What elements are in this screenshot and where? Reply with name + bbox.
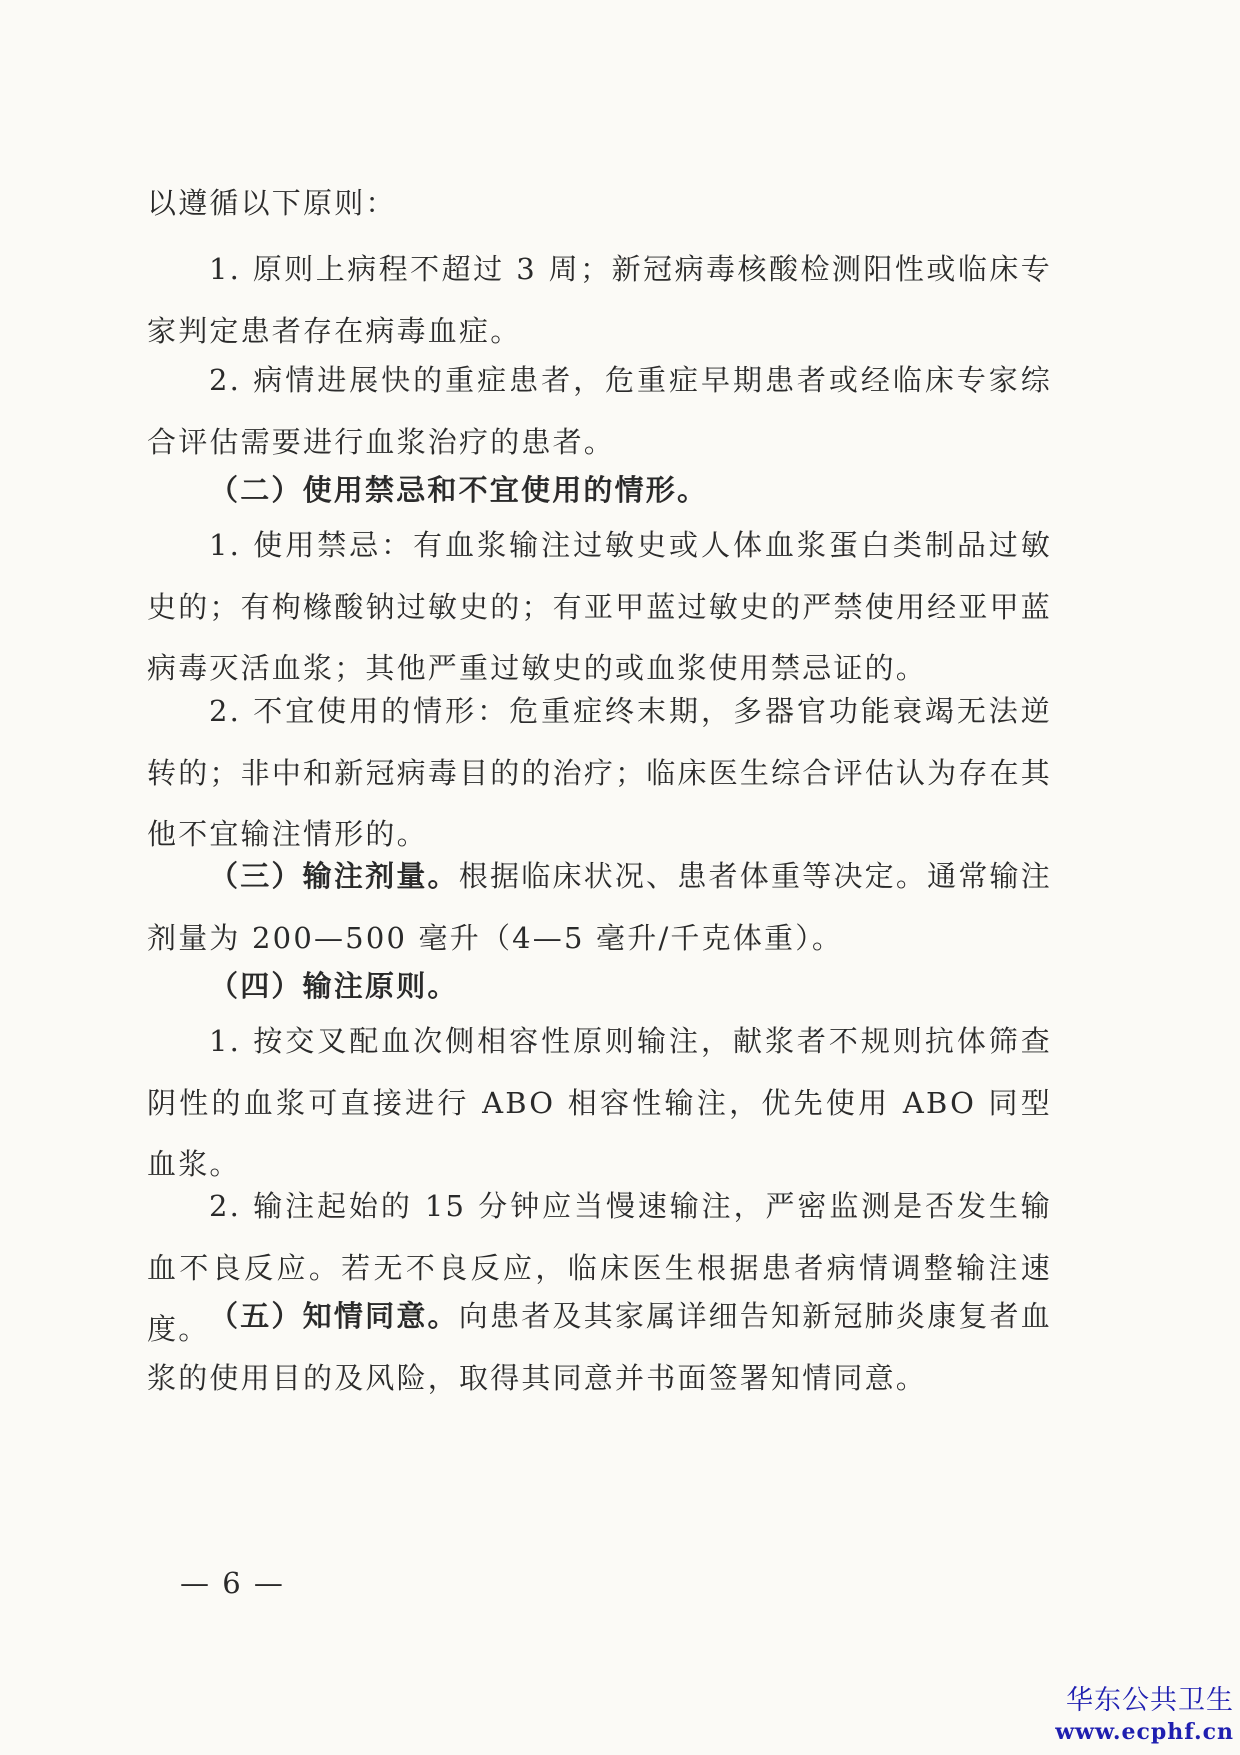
informed-consent-text: 向患者及其家属详细告知新冠肺炎康复者血浆的使用目的及风险，取得其同意并书面签署知情同意。	[147, 1299, 1052, 1395]
dosage-text: 根据临床状况、患者体重等决定。通常输注剂量为 200—500 毫升（4—5 毫升/千克体重）。	[147, 859, 1052, 955]
paragraph-principle-1: 1. 原则上病程不超过 3 周；新冠病毒核酸检测阳性或临床专家判定患者存在病毒血症。	[147, 252, 1052, 348]
site-watermark	[1055, 1684, 1234, 1746]
section-heading-infusion-principles: （四）输注原则。	[209, 969, 459, 1003]
paragraph-principle-2: 2. 病情进展快的重症患者，危重症早期患者或经临床专家综合评估需要进行血浆治疗的患者。	[147, 363, 1052, 459]
paragraph-intro: 以遵循以下原则：	[147, 186, 397, 220]
watermark-url: www.ecphf.cn	[1055, 1719, 1234, 1745]
paragraph-contraindications: 1. 使用禁忌：有血浆输注过敏史或人体血浆蛋白类制品过敏史的；有枸橼酸钠过敏史的；有亚甲蓝过敏史的严禁使用经亚甲蓝病毒灭活血浆；其他严重过敏史的或血浆使用禁忌证的。	[147, 528, 1052, 685]
paragraph-informed-consent	[147, 1286, 1052, 1409]
watermark-name: 华东公共卫生	[1066, 1685, 1234, 1716]
section-heading-dosage: （三）输注剂量。	[209, 859, 459, 893]
paragraph-dosage	[147, 846, 1052, 969]
page-number: — 6 —	[180, 1566, 285, 1600]
paragraph-infusion-principle-2: 2. 输注起始的 15 分钟应当慢速输注，严密监测是否发生输血不良反应。若无不良反应，临床医生根据患者病情调整输注速度。	[147, 1189, 1052, 1346]
section-heading-informed-consent: （五）知情同意。	[209, 1299, 459, 1333]
section-heading-contraindications: （二）使用禁忌和不宜使用的情形。	[209, 473, 709, 507]
paragraph-unsuitable-cases: 2. 不宜使用的情形：危重症终末期，多器官功能衰竭无法逆转的；非中和新冠病毒目的的治疗；临床医生综合评估认为存在其他不宜输注情形的。	[147, 694, 1052, 851]
paragraph-infusion-principle-1: 1. 按交叉配血次侧相容性原则输注，献浆者不规则抗体筛查阴性的血浆可直接进行 ABO 相容性输注，优先使用 ABO 同型血浆。	[147, 1024, 1052, 1181]
